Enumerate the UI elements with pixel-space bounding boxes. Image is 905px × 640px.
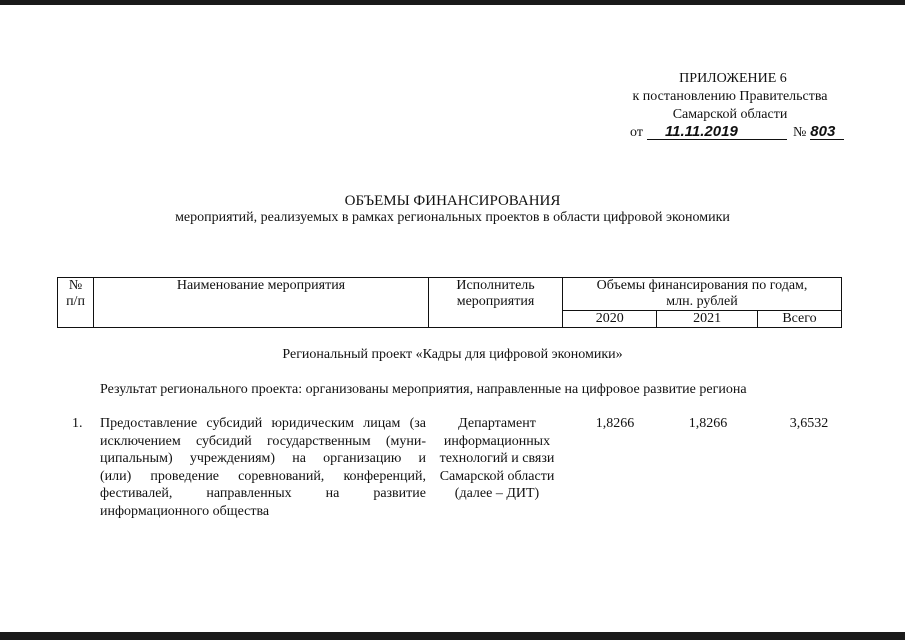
executor-line: информационных — [443, 433, 551, 449]
header-year-2020: 2020 — [563, 311, 657, 328]
number-label: № — [792, 125, 807, 140]
appendix-resolution-line: к постановлению Правительства — [632, 89, 828, 104]
row-activity-name — [100, 415, 426, 520]
regional-project-title: Региональный проект «Кадры для цифровой экономики» — [282, 347, 623, 362]
activity-line: Предоставление субсидий юридическим лицам (за — [100, 416, 426, 431]
header-financing — [563, 278, 842, 311]
header-num — [58, 278, 94, 328]
regional-project-result: Результат регионального проекта: организованы мероприятия, направленные на цифровое развитие региона — [100, 382, 747, 397]
financing-table-header — [57, 277, 842, 328]
appendix-region-line: Самарской области — [672, 107, 788, 122]
executor-line: Департамент — [458, 416, 536, 431]
header-executor-line2: мероприятия — [456, 294, 535, 309]
executor-line: (далее – ДИТ) — [454, 486, 540, 501]
document-subtitle: мероприятий, реализуемых в рамках региональных проектов в области цифровой экономики — [175, 210, 730, 225]
date-label: от — [630, 125, 643, 140]
row-number: 1. — [72, 416, 83, 431]
row-value-2021: 1,8266 — [688, 416, 728, 431]
row-value-2020: 1,8266 — [595, 416, 635, 431]
scan-bottom-border — [0, 632, 905, 640]
executor-line: Самарской области — [439, 468, 555, 484]
header-year-2021: 2021 — [657, 311, 758, 328]
document-title: ОБЪЕМЫ ФИНАНСИРОВАНИЯ — [344, 193, 561, 209]
header-activity-name: Наименование мероприятия — [94, 278, 429, 328]
activity-line: фестивалей, направленных на развитие — [100, 486, 426, 501]
handwritten-date: 11.11.2019 — [647, 125, 787, 140]
appendix-date-number — [630, 124, 860, 142]
header-executor-line1: Исполнитель — [456, 278, 535, 293]
row-executor — [431, 415, 563, 503]
header-total: Всего — [757, 311, 841, 328]
activity-line: ципальным) учреждениям) на организацию и — [100, 451, 426, 466]
header-financing-line1: Объемы финансирования по годам, — [596, 278, 808, 293]
activity-line: (или) проведение соревнований, конференций, — [100, 468, 426, 484]
row-value-total: 3,6532 — [789, 416, 829, 431]
appendix-header — [600, 70, 860, 142]
activity-line: исключением субсидий государственным (муни- — [100, 433, 426, 449]
header-executor — [429, 278, 563, 328]
handwritten-number: 803 — [810, 125, 844, 140]
scan-top-border — [0, 0, 905, 5]
activity-line: информационного общества — [100, 503, 270, 519]
header-financing-line2: млн. рублей — [666, 294, 738, 309]
header-num-symbol: № — [68, 278, 83, 293]
executor-line: технологий и связи — [439, 451, 555, 466]
header-num-pp: п/п — [66, 294, 85, 309]
appendix-title: ПРИЛОЖЕНИЕ 6 — [679, 71, 787, 86]
